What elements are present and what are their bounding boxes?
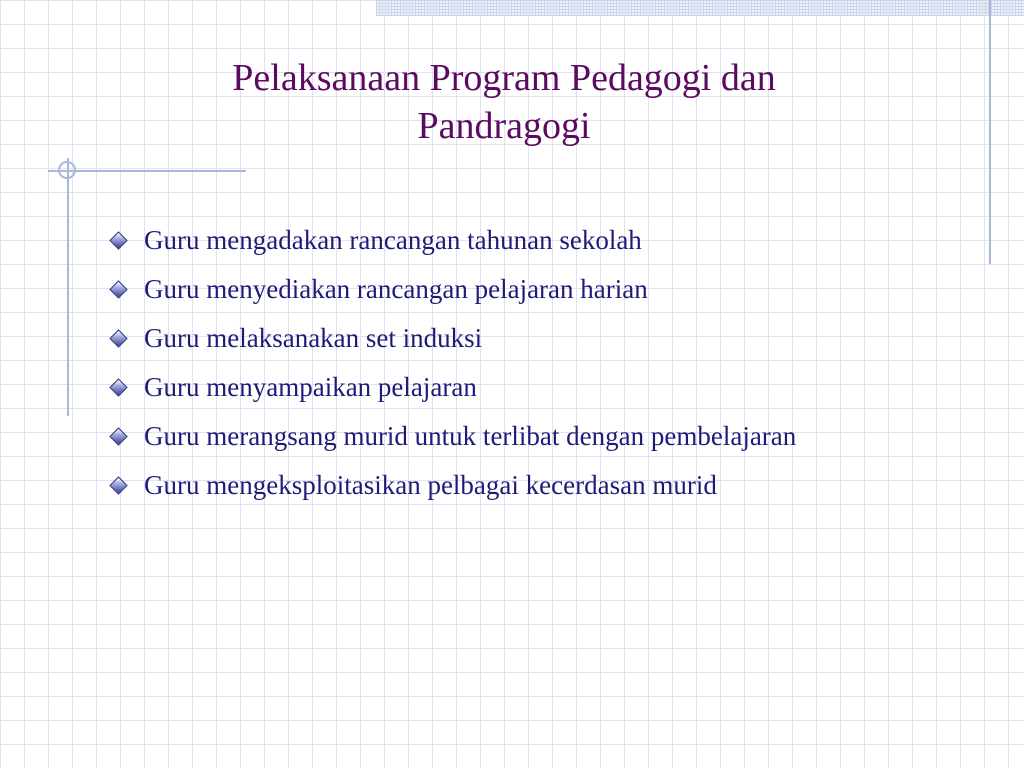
top-decorative-band [376, 0, 1024, 16]
slide-title [100, 54, 908, 150]
diamond-bullet-icon [109, 476, 127, 494]
diamond-bullet-icon [109, 427, 127, 445]
bullet-list [104, 222, 924, 516]
diamond-bullet-icon [109, 280, 127, 298]
diamond-bullet-icon [109, 378, 127, 396]
bullet-text: Guru mengeksploitasikan pelbagai kecerdasan murid [144, 470, 717, 500]
right-accent-line [989, 0, 991, 264]
slide-title-line-2: Pandragogi [417, 105, 591, 147]
bullet-text: Guru merangsang murid untuk terlibat dengan pembelajaran [144, 421, 797, 451]
bullet-text: Guru menyampaikan pelajaran [144, 372, 477, 402]
bullet-text: Guru mengadakan rancangan tahunan sekolah [144, 225, 642, 255]
title-underline-accent [48, 170, 246, 172]
bullet-text: Guru melaksanakan set induksi [144, 323, 483, 353]
bullet-item [104, 467, 924, 503]
bullet-text: Guru menyediakan rancangan pelajaran harian [144, 274, 648, 304]
bullet-item [104, 271, 924, 307]
bullet-item [104, 418, 924, 454]
slide-title-line-1: Pelaksanaan Program Pedagogi dan [232, 57, 776, 99]
left-accent-line [67, 158, 69, 416]
diamond-bullet-icon [109, 231, 127, 249]
bullet-item [104, 320, 924, 356]
bullet-item [104, 222, 924, 258]
crosshair-circle-icon [58, 161, 76, 179]
diamond-bullet-icon [109, 329, 127, 347]
bullet-item [104, 369, 924, 405]
